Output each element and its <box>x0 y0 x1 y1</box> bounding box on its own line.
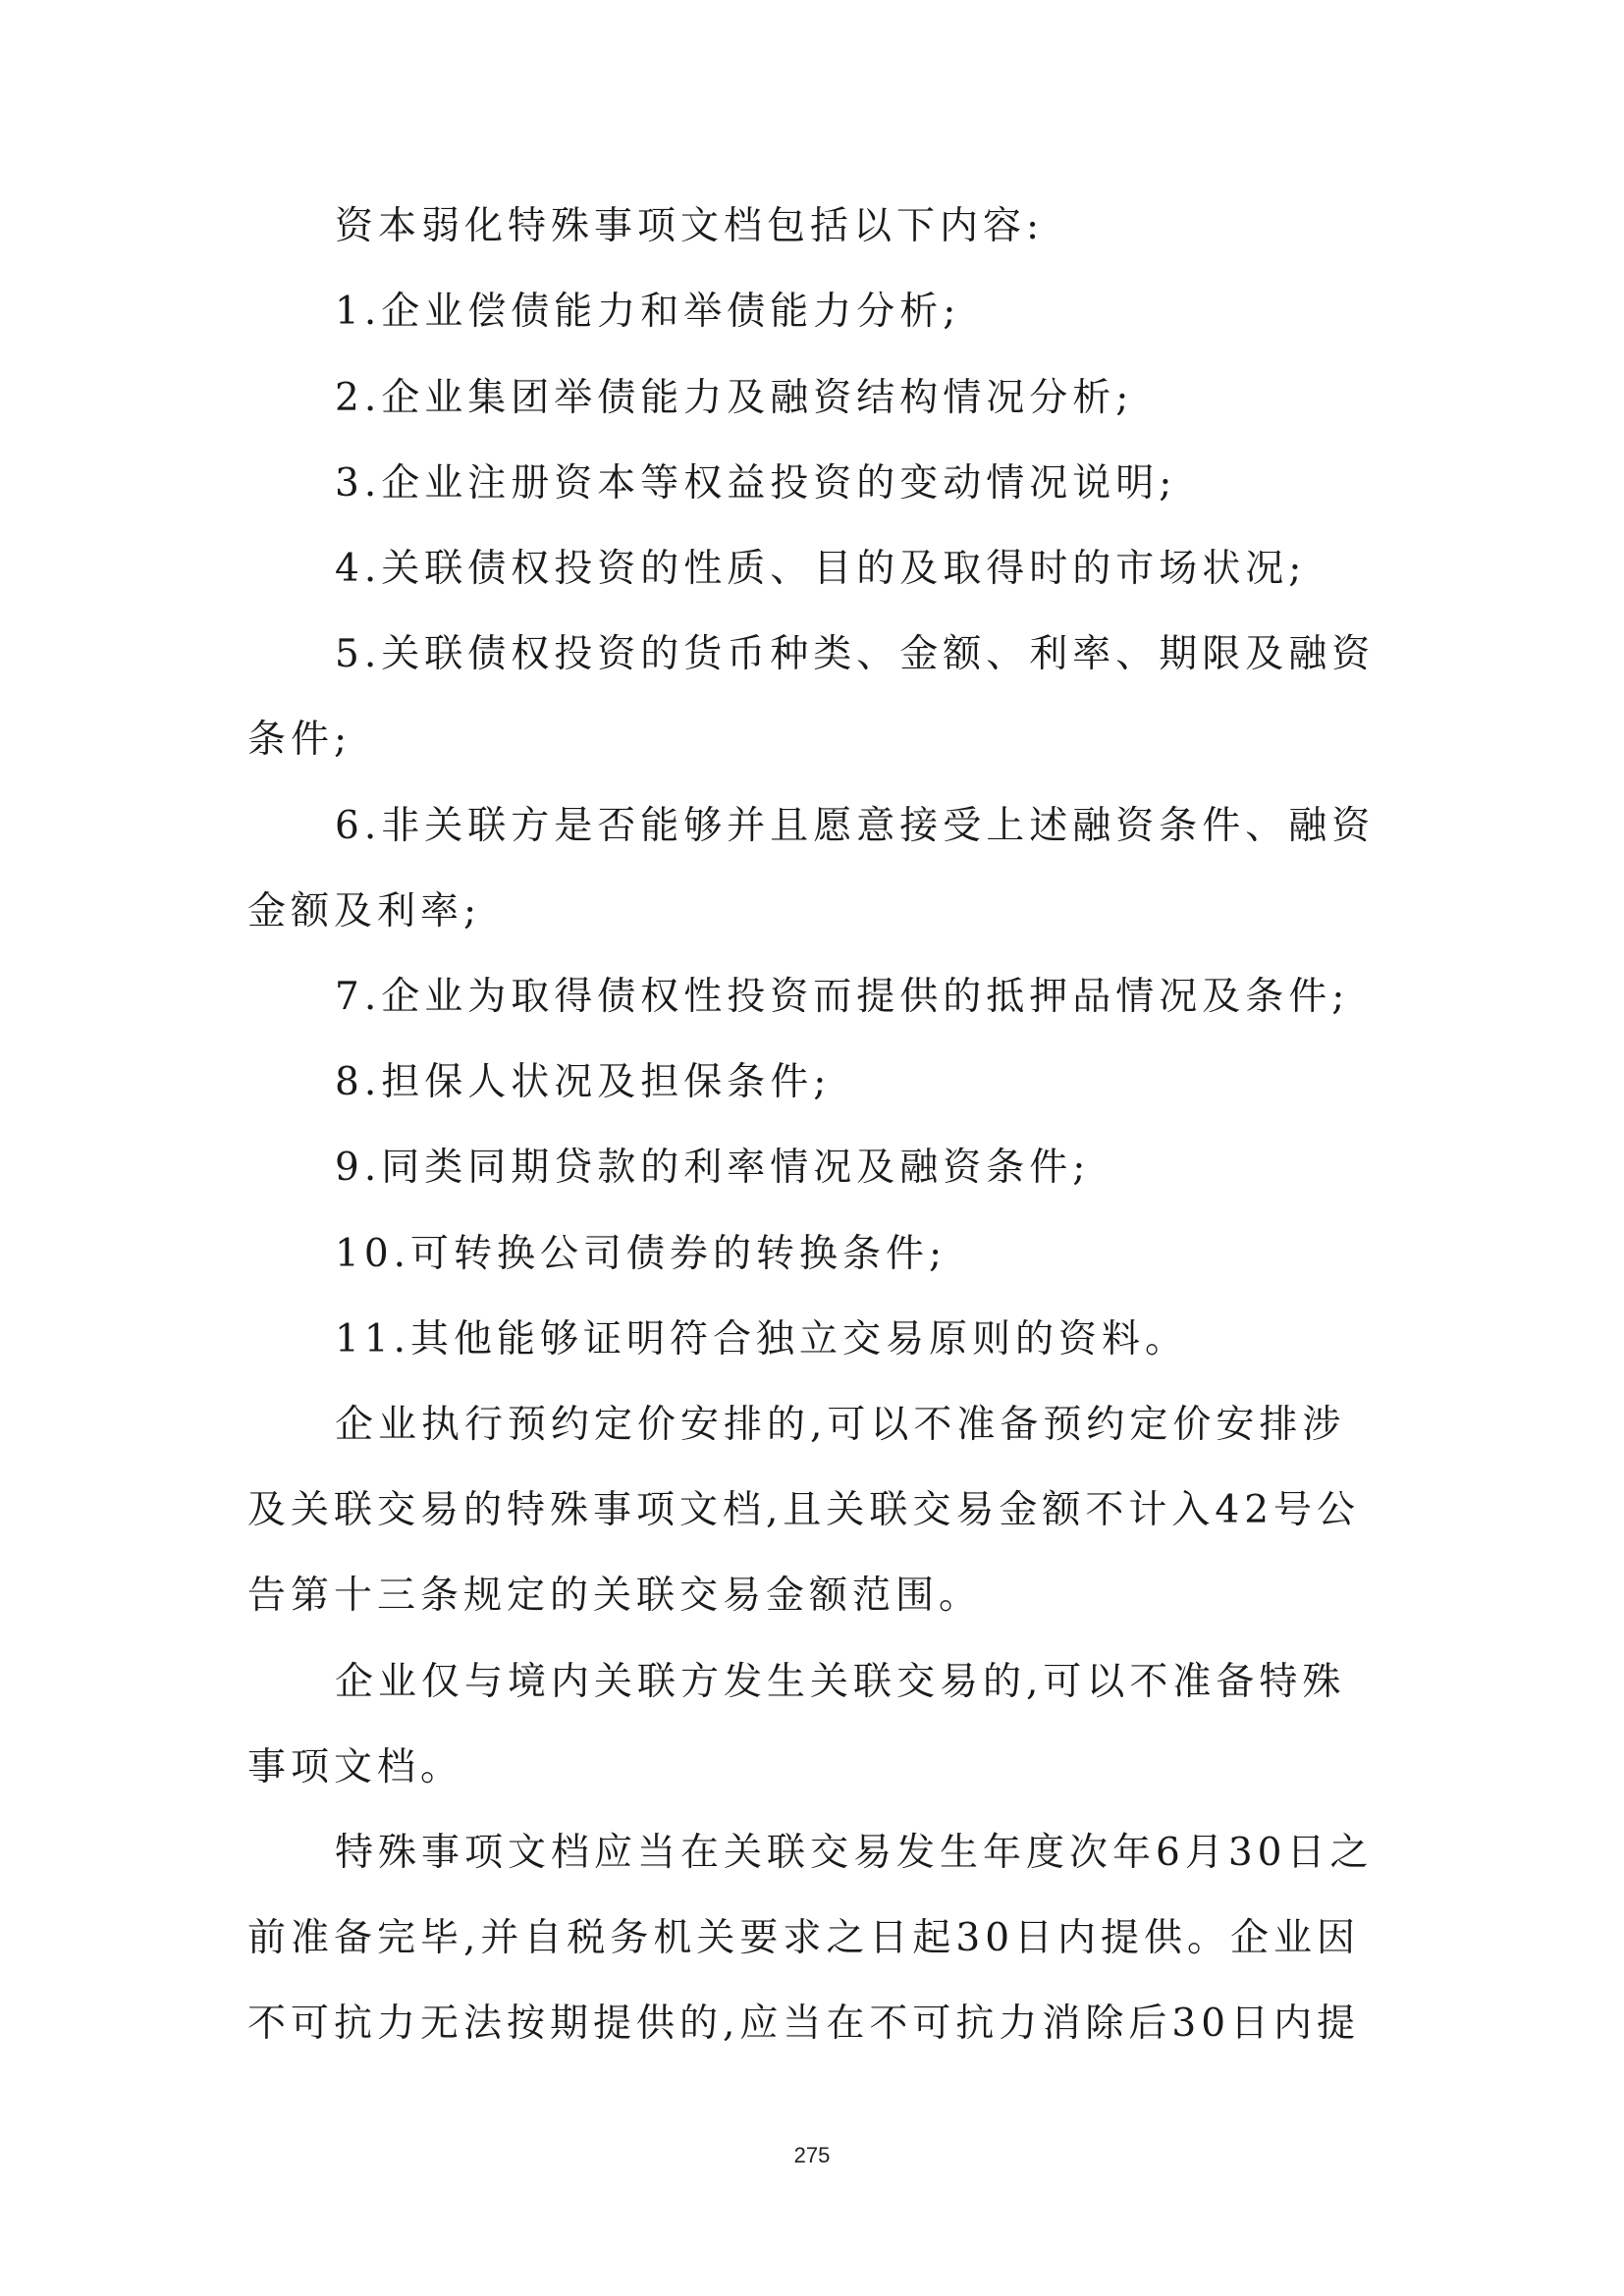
text-line: 9.同类同期贷款的利率情况及融资条件; <box>335 1146 1091 1190</box>
text-line: 4.关联债权投资的性质、目的及取得时的市场状况; <box>335 547 1307 591</box>
text-line: 特殊事项文档应当在关联交易发生年度次年6月30日之 <box>335 1831 1374 1875</box>
text-line: 1.企业偿债能力和举债能力分析; <box>335 290 961 334</box>
page-number: 275 <box>793 2143 831 2167</box>
text-line: 金额及利率; <box>247 889 482 934</box>
text-line: 5.关联债权投资的货币种类、金额、利率、期限及融资 <box>335 632 1376 676</box>
text-line: 事项文档。 <box>247 1745 464 1789</box>
text-line: 企业执行预约定价安排的,可以不准备预约定价安排涉 <box>335 1403 1346 1447</box>
text-line: 企业仅与境内关联方发生关联交易的,可以不准备特殊 <box>335 1660 1346 1704</box>
text-line: 8.担保人状况及担保条件; <box>335 1060 832 1104</box>
text-line: 2.企业集团举债能力及融资结构情况分析; <box>335 376 1134 420</box>
text-line: 10.可转换公司债券的转换条件; <box>335 1232 947 1276</box>
text-line: 7.企业为取得债权性投资而提供的抵押品情况及条件; <box>335 975 1350 1019</box>
text-line: 告第十三条规定的关联交易金额范围。 <box>247 1574 983 1618</box>
text-line: 前准备完毕,并自税务机关要求之日起30日内提供。企业因 <box>247 1916 1361 1960</box>
text-line: 及关联交易的特殊事项文档,且关联交易金额不计入42号公 <box>247 1488 1361 1532</box>
text-line: 资本弱化特殊事项文档包括以下内容: <box>335 204 1045 248</box>
text-line: 条件; <box>247 718 352 762</box>
text-line: 6.非关联方是否能够并且愿意接受上述融资条件、融资 <box>335 804 1376 848</box>
text-line: 11.其他能够证明符合独立交易原则的资料。 <box>335 1317 1189 1362</box>
text-line: 不可抗力无法按期提供的,应当在不可抗力消除后30日内提 <box>247 2002 1361 2046</box>
text-line: 3.企业注册资本等权益投资的变动情况说明; <box>335 461 1177 506</box>
